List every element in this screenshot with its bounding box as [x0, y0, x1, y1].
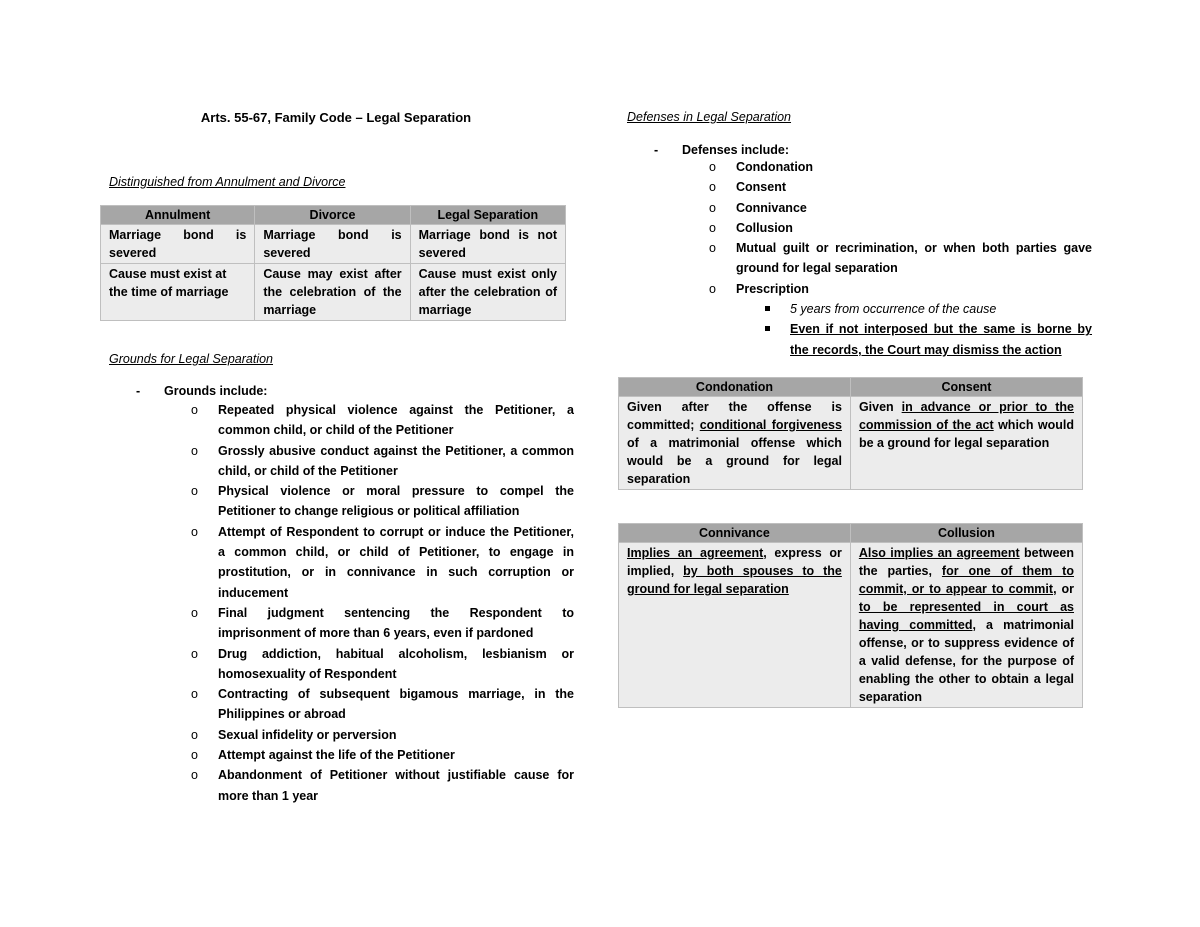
table-cell: Marriage bond is severed [101, 225, 255, 264]
list-item: o Collusion [709, 220, 793, 235]
grounds-intro: Grounds include: [164, 384, 268, 398]
list-item: o Mutual guilt or recrimination, or when both parties gave ground for legal separation [709, 241, 1092, 276]
list-item: o Sexual infidelity or perversion [191, 727, 397, 742]
list-item: o Connivance [709, 200, 807, 215]
table-row [619, 543, 1083, 708]
table-header-cell: Annulment [101, 206, 255, 225]
table-header-cell: Legal Separation [410, 206, 565, 225]
defenses-heading: Defenses in Legal Separation [627, 110, 792, 124]
defenses-intro: Defenses include: [682, 143, 789, 157]
defenses-sublist [682, 157, 1092, 360]
table-header-cell: Connivance [619, 524, 851, 543]
table-row [101, 264, 566, 321]
list-item: o Final judgment sentencing the Respondent to imprisonment of more than 6 years, even if pardoned [191, 605, 574, 641]
list-item: Even if not interposed but the same is borne by the records, the Court may dismiss the action [790, 319, 1092, 360]
list-item: o Repeated physical violence against the Petitioner, a common child, or child of the Petitioner [191, 403, 574, 438]
page-title: Arts. 55-67, Family Code – Legal Separation [200, 110, 472, 125]
distinguished-heading: Distinguished from Annulment and Divorce [109, 175, 346, 189]
condonation-consent-table [618, 377, 1083, 490]
dash-bullet: - [654, 143, 659, 157]
table-cell: Cause must exist only after the celebration of marriage [410, 264, 565, 321]
dash-bullet: - [136, 384, 141, 398]
grounds-sublist [164, 400, 574, 806]
list-item: o Consent [709, 180, 786, 195]
table-cell: Cause may exist after the celebration of the marriage [255, 264, 410, 321]
list-item: o Contracting of subsequent bigamous marriage, in the Philippines or abroad [191, 687, 574, 722]
table-header-cell: Condonation [619, 378, 851, 397]
table-cell: Given after the offense is committed; conditional forgiveness of a matrimonial offense which would be a ground for legal separation [619, 397, 851, 490]
list-item: o Drug addiction, habitual alcoholism, lesbianism or homosexuality of Respondent [191, 646, 574, 681]
table-header-row [619, 524, 1083, 543]
list-item: o Prescription 5 years from occurrence of the cause Even if not interposed but the same is borne by the records, the Court may dismiss the action [736, 279, 1092, 360]
table-row [101, 225, 566, 264]
table-header-row [101, 206, 566, 225]
prescription-sublist [736, 299, 1092, 360]
list-item: o Attempt against the life of the Petitioner [191, 748, 455, 763]
list-item: o Condonation [709, 160, 814, 174]
list-item [654, 143, 1092, 360]
table-cell: Marriage bond is severed [255, 225, 410, 264]
table-cell: Also implies an agreement between the parties, for one of them to commit, or to appear to commit, or to be represented in court as having committed, a matrimonial offense, or to suppress evidence of a valid defense, for the purpose of enabling the other to obtain a legal separation [850, 543, 1082, 708]
table-header-row [619, 378, 1083, 397]
list-item: o Grossly abusive conduct against the Petitioner, a common child, or child of the Petitioner [191, 443, 574, 478]
square-bullet [765, 306, 770, 311]
table-row [619, 397, 1083, 490]
list-item [136, 384, 574, 806]
list-item: o Attempt of Respondent to corrupt or induce the Petitioner, a common child, or child of Petitioner, to engage in prostitution, or in connivance in such corruption or inducement [191, 524, 574, 600]
connivance-collusion-table [618, 523, 1083, 708]
table-cell: Implies an agreement, express or implied, by both spouses to the ground for legal separation [619, 543, 851, 708]
table-cell: Given in advance or prior to the commission of the act which would be a ground for legal separation [850, 397, 1082, 490]
list-item: o Physical violence or moral pressure to compel the Petitioner to change religious or political affiliation [191, 484, 574, 519]
defenses-list [654, 143, 1092, 360]
square-bullet [765, 326, 770, 331]
table-header-cell: Collusion [850, 524, 1082, 543]
table-cell: Marriage bond is not severed [410, 225, 565, 264]
grounds-heading: Grounds for Legal Separation [109, 352, 273, 366]
list-item: 5 years from occurrence of the cause [790, 299, 1092, 319]
table-header-cell: Divorce [255, 206, 410, 225]
comparison-table [100, 205, 566, 321]
grounds-list [136, 384, 574, 806]
list-item: o Abandonment of Petitioner without justifiable cause for more than 1 year [191, 768, 574, 803]
table-header-cell: Consent [850, 378, 1082, 397]
table-cell: Cause must exist at the time of marriage [101, 264, 255, 321]
